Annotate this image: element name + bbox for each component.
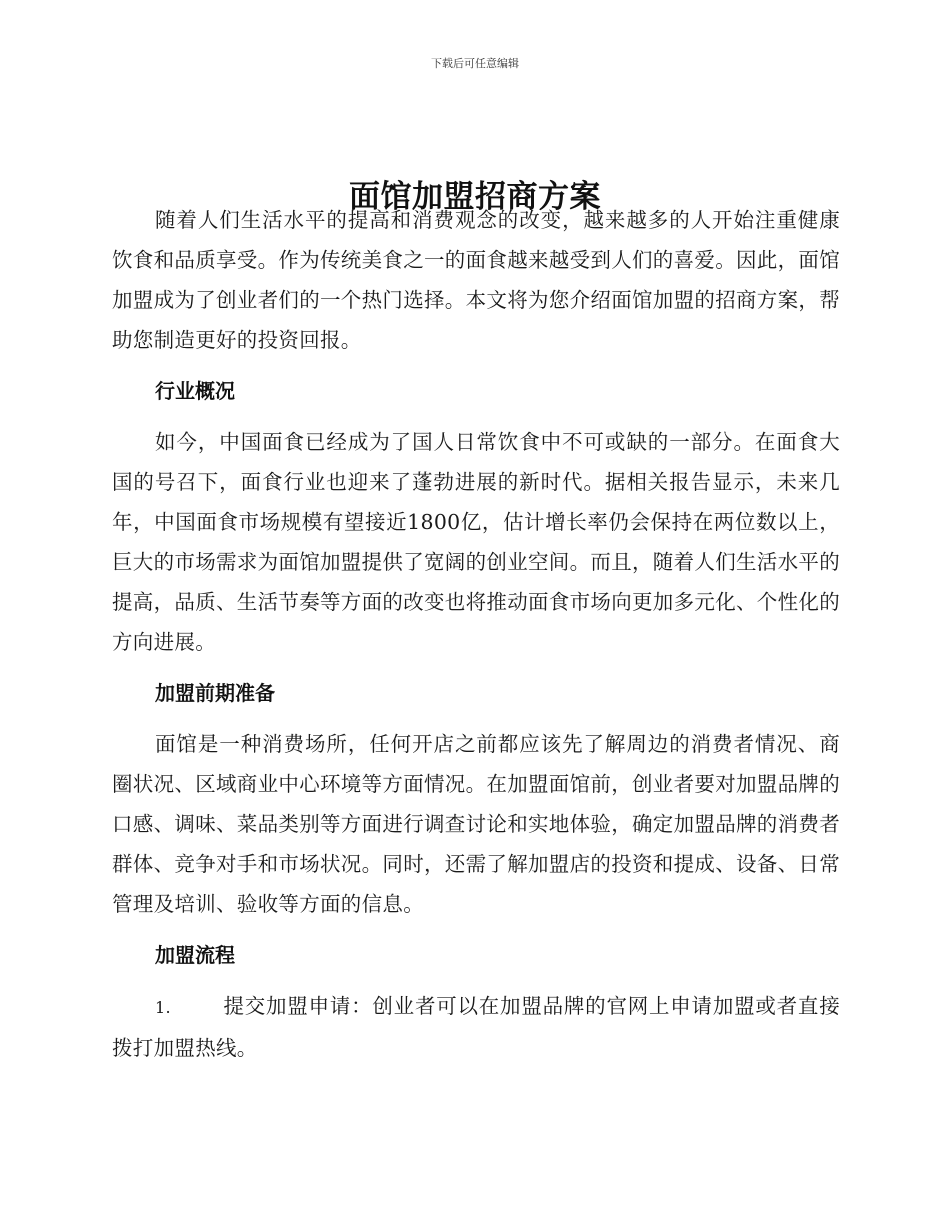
header-note: 下载后可任意编辑 xyxy=(431,57,519,70)
section-body-industry: 如今，中国面食已经成为了国人日常饮食中不可或缺的一部分。在面食大国的号召下，面食行业也迎来了蓬勃进展的新时代。据相关报告显示，未来几年，中国面食市场规模有望接近1800亿，估计增长率仍会保持在两位数以上，巨大的市场需求为面馆加盟提供了宽阔的创业空间。而且，随着人们生活水平的提高，品质、生活节奏等方面的改变也将推动面食市场向更加多元化、个性化的方向进展。 xyxy=(112,430,840,654)
section-heading-preparation: 加盟前期准备 xyxy=(155,681,275,705)
process-step-text: 提交加盟申请：创业者可以在加盟品牌的官网上申请加盟或者直接拨打加盟热线。 xyxy=(112,994,840,1060)
intro-paragraph: 随着人们生活水平的提高和消费观念的改变，越来越多的人开始注重健康饮食和品质享受。作为传统美食之一的面食越来越受到人们的喜爱。因此，面馆加盟成为了创业者们的一个热门选择。本文将为您介绍面馆加盟的招商方案，帮助您制造更好的投资回报。 xyxy=(112,208,840,352)
process-step xyxy=(112,986,840,1068)
section-heading-process: 加盟流程 xyxy=(155,943,235,967)
document-body xyxy=(112,200,840,1068)
document-title: 面馆加盟招商方案 xyxy=(349,178,601,215)
process-step-number: 1. xyxy=(155,998,171,1017)
section-heading-industry: 行业概况 xyxy=(155,379,235,403)
section-body-preparation: 面馆是一种消费场所，任何开店之前都应该先了解周边的消费者情况、商圈状况、区域商业中心环境等方面情况。在加盟面馆前，创业者要对加盟品牌的口感、调味、菜品类别等方面进行调查讨论和实地体验，确定加盟品牌的消费者群体、竞争对手和市场状况。同时，还需了解加盟店的投资和提成、设备、日常管理及培训、验收等方面的信息。 xyxy=(112,732,840,916)
